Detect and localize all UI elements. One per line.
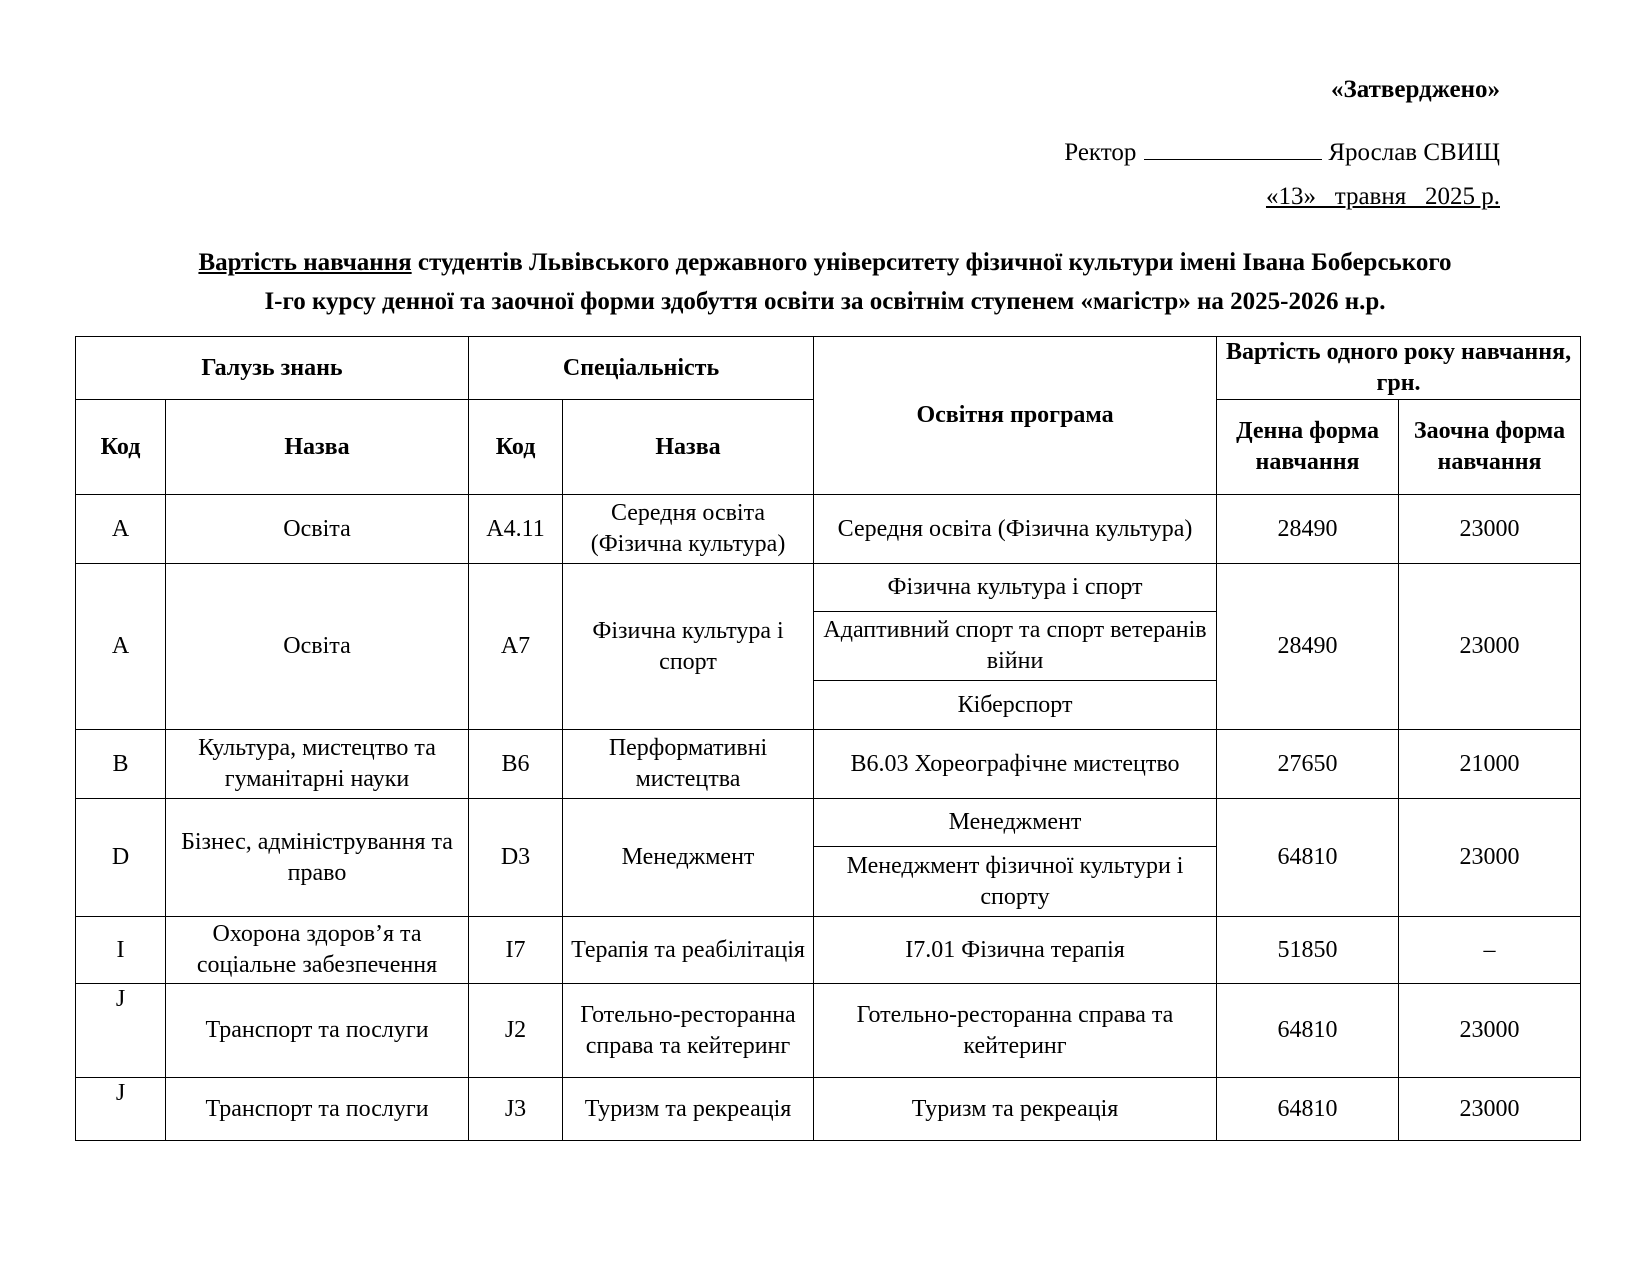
program-cell: Кіберспорт [814, 681, 1217, 730]
spec-name-cell: Готельно-ресторанна справа та кейтеринг [563, 984, 814, 1078]
spec-name-cell: Перформативні мистецтва [563, 730, 814, 799]
program-cell: Менеджмент [814, 799, 1217, 847]
header-specialty: Спеціальність [469, 337, 814, 400]
program-cell: Менеджмент фізичної культури і спорту [814, 847, 1217, 917]
rector-label: Ректор [1064, 139, 1137, 166]
spec-code-cell: J3 [469, 1078, 563, 1141]
field-name-cell: Транспорт та послуги [166, 1078, 469, 1141]
field-code-cell: В [76, 730, 166, 799]
field-code-cell: D [76, 799, 166, 917]
field-name-cell: Охорона здоров’я та соціальне забезпечення [166, 917, 469, 984]
field-code-cell: А [76, 564, 166, 730]
spec-code-cell: А7 [469, 564, 563, 730]
header-spec-code: Код [469, 400, 563, 495]
header-annual-cost: Вартість одного року навчання, грн. [1217, 337, 1581, 400]
spec-code-cell: J2 [469, 984, 563, 1078]
field-name-cell: Бізнес, адміністрування та право [166, 799, 469, 917]
field-code-cell: J [76, 1078, 166, 1141]
program-cell: Середня освіта (Фізична культура) [814, 495, 1217, 564]
header-spec-name: Назва [563, 400, 814, 495]
table-row [76, 799, 1581, 847]
rector-name: Ярослав СВИЩ [1328, 139, 1500, 166]
title-line2: І-го курсу денної та заочної форми здобуття освіти за освітнім ступенем «магістр» на 2025-2026 н.р. [264, 288, 1386, 315]
program-cell: I7.01 Фізична терапія [814, 917, 1217, 984]
program-cell: Готельно-ресторанна справа та кейтеринг [814, 984, 1217, 1078]
field-code-cell: J [76, 984, 166, 1078]
day-cost-cell: 64810 [1217, 799, 1399, 917]
tuition-fees-table [75, 336, 1581, 1141]
day-cost-cell: 51850 [1217, 917, 1399, 984]
day-cost-cell: 27650 [1217, 730, 1399, 799]
extramural-cost-cell: – [1399, 917, 1581, 984]
field-name-cell: Культура, мистецтво та гуманітарні науки [166, 730, 469, 799]
table-row [76, 564, 1581, 612]
header-day-form: Денна форма навчання [1217, 400, 1399, 495]
day-cost-cell: 64810 [1217, 984, 1399, 1078]
spec-name-cell: Менеджмент [563, 799, 814, 917]
table-row [76, 495, 1581, 564]
program-cell: Адаптивний спорт та спорт ветеранів війни [814, 612, 1217, 681]
extramural-cost-cell: 23000 [1399, 984, 1581, 1078]
header-field-of-knowledge: Галузь знань [76, 337, 469, 400]
program-cell: В6.03 Хореографічне мистецтво [814, 730, 1217, 799]
program-cell: Туризм та рекреація [814, 1078, 1217, 1141]
field-code-cell: I [76, 917, 166, 984]
day-cost-cell: 28490 [1217, 495, 1399, 564]
document-title [72, 243, 1578, 321]
spec-name-cell: Середня освіта (Фізична культура) [563, 495, 814, 564]
spec-code-cell: D3 [469, 799, 563, 917]
extramural-cost-cell: 23000 [1399, 1078, 1581, 1141]
table-row [76, 984, 1581, 1078]
table-row [76, 730, 1581, 799]
extramural-cost-cell: 23000 [1399, 495, 1581, 564]
spec-code-cell: В6 [469, 730, 563, 799]
spec-code-cell: I7 [469, 917, 563, 984]
field-code-cell: А [76, 495, 166, 564]
title-lead: Вартість навчання [198, 249, 412, 276]
field-name-cell: Освіта [166, 495, 469, 564]
extramural-cost-cell: 21000 [1399, 730, 1581, 799]
spec-code-cell: А4.11 [469, 495, 563, 564]
header-extramural-form: Заочна форма навчання [1399, 400, 1581, 495]
header-field-code: Код [76, 400, 166, 495]
field-name-cell: Транспорт та послуги [166, 984, 469, 1078]
extramural-cost-cell: 23000 [1399, 564, 1581, 730]
header-field-name: Назва [166, 400, 469, 495]
approval-date: «13» травня 2025 р. [1265, 183, 1500, 210]
day-cost-cell: 28490 [1217, 564, 1399, 730]
rector-signature-line [1064, 137, 1500, 167]
day-cost-cell: 64810 [1217, 1078, 1399, 1141]
extramural-cost-cell: 23000 [1399, 799, 1581, 917]
table-row [76, 917, 1581, 984]
signature-blank [1144, 137, 1322, 160]
spec-name-cell: Терапія та реабілітація [563, 917, 814, 984]
table-row [76, 1078, 1581, 1141]
title-line1-rest: студентів Львівського державного університету фізичної культури імені Івана Боберського [411, 249, 1452, 276]
approval-stamp-text: «Затверджено» [1331, 76, 1500, 103]
program-cell: Фізична культура і спорт [814, 564, 1217, 612]
spec-name-cell: Туризм та рекреація [563, 1078, 814, 1141]
header-educational-program: Освітня програма [814, 337, 1217, 495]
spec-name-cell: Фізична культура і спорт [563, 564, 814, 730]
field-name-cell: Освіта [166, 564, 469, 730]
